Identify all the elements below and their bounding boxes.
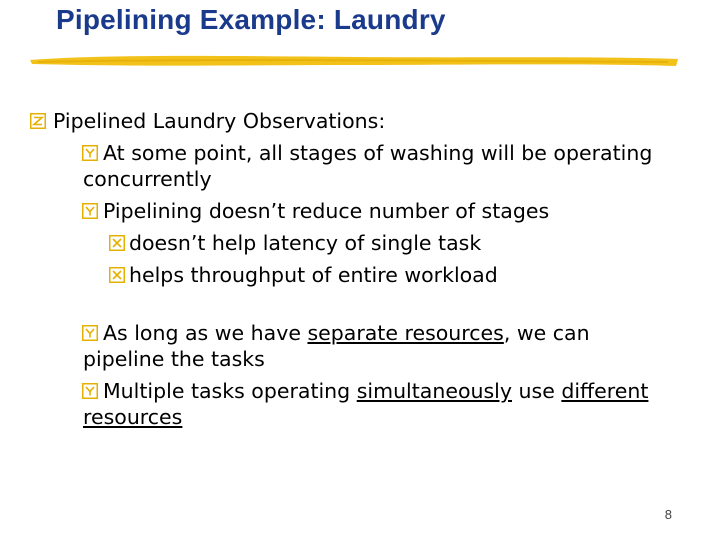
y-bullet-icon bbox=[82, 383, 98, 399]
underlined-term: separate resources bbox=[307, 321, 504, 345]
y-bullet-icon bbox=[82, 203, 98, 219]
bullet-text: use bbox=[512, 379, 562, 403]
bullet-text: As long as we have bbox=[103, 321, 308, 345]
bullet-text: concurrently bbox=[83, 167, 212, 191]
list-item bbox=[30, 320, 690, 346]
list-item bbox=[30, 198, 690, 224]
bullet-text: , we can bbox=[503, 321, 590, 345]
slide-body bbox=[30, 108, 690, 430]
bullet-text: Multiple tasks operating bbox=[103, 379, 357, 403]
bullet-text: Pipelining doesn’t reduce number of stages bbox=[103, 199, 550, 223]
title-underline-stroke bbox=[28, 50, 680, 74]
bullet-text: pipeline the tasks bbox=[83, 347, 265, 371]
slide-title: Pipelining Example: Laundry bbox=[56, 4, 446, 35]
bullet-text: helps throughput of entire workload bbox=[129, 263, 498, 287]
bullet-continuation bbox=[30, 404, 690, 430]
underlined-term: resources bbox=[83, 405, 183, 429]
y-bullet-icon bbox=[82, 145, 98, 161]
list-item bbox=[30, 262, 690, 288]
y-bullet-icon bbox=[82, 325, 98, 341]
bullet-continuation bbox=[30, 166, 690, 192]
underlined-term: simultaneously bbox=[356, 379, 513, 403]
bullet-continuation bbox=[30, 346, 690, 372]
z-bullet-icon bbox=[30, 113, 46, 129]
bullet-text: doesn’t help latency of single task bbox=[129, 231, 482, 255]
bullet-text: At some point, all stages of washing will be operating bbox=[103, 141, 653, 165]
page-number: 8 bbox=[664, 507, 672, 522]
underlined-term: different bbox=[561, 379, 649, 403]
list-item bbox=[30, 140, 690, 166]
x-bullet-icon bbox=[109, 235, 125, 251]
list-item bbox=[30, 378, 690, 404]
list-item bbox=[30, 108, 690, 134]
observations-heading: Pipelined Laundry Observations: bbox=[53, 109, 386, 133]
list-item bbox=[30, 230, 690, 256]
x-bullet-icon bbox=[109, 267, 125, 283]
